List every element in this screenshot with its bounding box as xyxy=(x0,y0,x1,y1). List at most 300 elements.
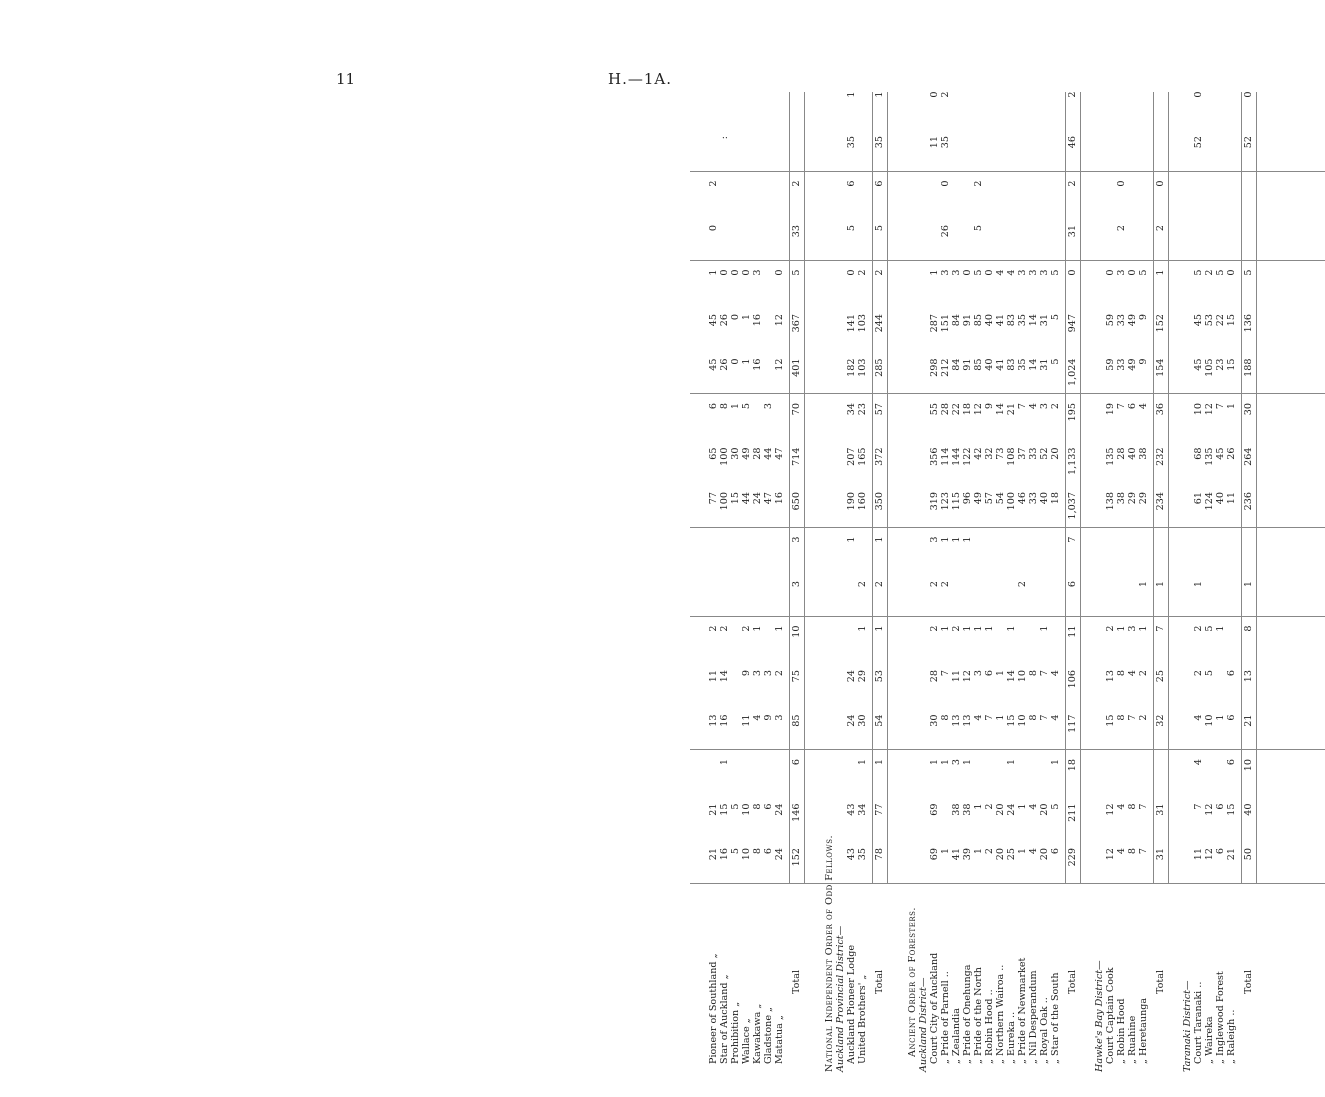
table-row-cell: 4 xyxy=(1028,803,1039,810)
table-row-cell: 6 xyxy=(1050,848,1061,855)
table-row-cell: 91 xyxy=(962,314,973,327)
table-row-cell: 15 xyxy=(1226,803,1237,816)
table-row-cell: 0 xyxy=(730,358,741,365)
table-row-cell: 6 xyxy=(1226,714,1237,721)
district-heading-label: Hawke's Bay District— xyxy=(1094,960,1105,1072)
table-row-label: United Brothers' „ xyxy=(857,974,868,1064)
total-row-cell: 1,024 xyxy=(1067,358,1078,386)
table-row-cell: 49 xyxy=(973,492,984,505)
table-row-cell: 8 xyxy=(752,803,763,810)
total-row-cell: 2 xyxy=(791,180,802,187)
table-row-cell: 0 xyxy=(1226,269,1237,276)
table-row xyxy=(1006,887,1017,1072)
table-row-cell: 1 xyxy=(1138,625,1149,632)
table-row-cell: 0 xyxy=(1127,269,1138,276)
total-row-cell: 401 xyxy=(791,358,802,377)
table-row xyxy=(1105,887,1116,1072)
table-row-label: „ Northern Wairoa .. xyxy=(995,964,1006,1064)
table-row-cell: 319 xyxy=(929,492,940,511)
table-row xyxy=(774,887,785,1072)
table-row-cell: 1 xyxy=(995,670,1006,677)
table-row-cell: 11 xyxy=(1226,492,1237,505)
table-row-cell: 26 xyxy=(1226,447,1237,460)
table-row-cell: 24 xyxy=(846,670,857,683)
table-row-cell: 2 xyxy=(1050,403,1061,410)
table-row-cell: 2 xyxy=(929,625,940,632)
table-row-cell: 1 xyxy=(1017,848,1028,855)
table-row-cell: 49 xyxy=(1127,314,1138,327)
table-row-cell: 207 xyxy=(846,447,857,466)
table-row-cell: 2 xyxy=(940,581,951,588)
total-row-cell: 232 xyxy=(1155,447,1166,466)
table-row-cell: 24 xyxy=(752,492,763,505)
table-row-cell: 13 xyxy=(1105,670,1116,683)
total-row-cell: 1,133 xyxy=(1067,447,1078,475)
table-row-cell: 1 xyxy=(730,403,741,410)
table-row-cell: 3 xyxy=(1039,269,1050,276)
total-row-cell: 1 xyxy=(874,625,885,632)
table-row-cell: 12 xyxy=(774,358,785,371)
table-row-cell: 4 xyxy=(1127,670,1138,677)
table-row-cell: 10 xyxy=(741,848,752,861)
table-row-cell: 8 xyxy=(752,848,763,855)
total-row-cell: 1 xyxy=(1155,269,1166,276)
table-row-cell: 35 xyxy=(1017,314,1028,327)
table-row-cell: 6 xyxy=(984,670,995,677)
table-row xyxy=(1193,887,1204,1072)
total-row xyxy=(1155,887,1166,1072)
table-row-cell: 16 xyxy=(719,848,730,861)
table-row-cell: 190 xyxy=(846,492,857,511)
table-row-cell: 4 xyxy=(1028,403,1039,410)
table-row-cell: 15 xyxy=(1226,358,1237,371)
table-row-cell: 40 xyxy=(1215,492,1226,505)
table-row-cell: 6 xyxy=(1127,403,1138,410)
table-row-cell: 3 xyxy=(774,714,785,721)
table-row-cell: 3 xyxy=(1028,269,1039,276)
table-row-cell: 55 xyxy=(929,403,940,416)
table-row-label: Auckland Pioneer Lodge xyxy=(846,944,857,1064)
table-row-cell: 7 xyxy=(984,714,995,721)
table-row-cell: 1 xyxy=(1138,581,1149,588)
table-row-cell: 38 xyxy=(962,803,973,816)
section-title xyxy=(824,834,835,1072)
table-row-cell: : xyxy=(719,136,730,140)
table-row-cell: 45 xyxy=(1193,314,1204,327)
table-row-label: „ Robin Hood xyxy=(1116,998,1127,1064)
table-row-cell: 1 xyxy=(1006,625,1017,632)
table-row-cell: 3 xyxy=(763,670,774,677)
table-row-cell: 123 xyxy=(940,492,951,511)
total-row-cell: 244 xyxy=(874,314,885,333)
total-row-cell: 2 xyxy=(1155,225,1166,232)
table-row-cell: 1 xyxy=(940,759,951,766)
table-row-cell: 21 xyxy=(1006,403,1017,416)
table-row-cell: 1 xyxy=(719,759,730,766)
table-row-cell: 45 xyxy=(1193,358,1204,371)
table-row-cell: 37 xyxy=(1017,447,1028,460)
table-row-cell: 33 xyxy=(1028,492,1039,505)
table-row-cell: 30 xyxy=(929,714,940,727)
table-row-cell: 35 xyxy=(846,136,857,149)
row-rule xyxy=(887,92,888,884)
table-row-cell: 2 xyxy=(1138,670,1149,677)
total-row-cell: 264 xyxy=(1243,447,1254,466)
table-row-cell: 5 xyxy=(1193,269,1204,276)
table-row-cell: 0 xyxy=(774,269,785,276)
table-row-cell: 3 xyxy=(752,269,763,276)
table-row-cell: 4 xyxy=(1006,269,1017,276)
table-row-cell: 18 xyxy=(1050,492,1061,505)
table-row-cell: 1 xyxy=(741,358,752,365)
table-row-cell: 144 xyxy=(951,447,962,466)
table-row xyxy=(962,887,973,1072)
table-row-cell: 1 xyxy=(929,269,940,276)
table-row-cell: 16 xyxy=(752,358,763,371)
total-row-cell: 3 xyxy=(791,536,802,543)
total-row-cell: 13 xyxy=(1243,670,1254,683)
table-row-cell: 26 xyxy=(719,314,730,327)
table-row-cell: 2 xyxy=(719,625,730,632)
table-row-cell: 84 xyxy=(951,358,962,371)
table-row-cell: 12 xyxy=(1105,848,1116,861)
table-row-cell: 96 xyxy=(962,492,973,505)
table-row-label: „ Star of the South xyxy=(1050,972,1061,1064)
page-number: 11 xyxy=(336,70,356,88)
total-row-cell: 195 xyxy=(1067,403,1078,422)
table-row-cell: 8 xyxy=(1028,714,1039,721)
row-rule xyxy=(1241,92,1242,884)
table-row-cell: 6 xyxy=(846,180,857,187)
table-row-cell: 1 xyxy=(1193,581,1204,588)
table-row-cell: 22 xyxy=(1215,314,1226,327)
table-row-cell: 1 xyxy=(774,625,785,632)
table-row-label: Matatua „ xyxy=(774,1015,785,1064)
district-heading-label: Auckland Provincial District— xyxy=(835,925,846,1072)
table-row-cell: 11 xyxy=(929,136,940,149)
table-row-cell: 24 xyxy=(774,848,785,861)
total-row-cell: 85 xyxy=(791,714,802,727)
table-row-cell: 12 xyxy=(973,403,984,416)
table-row-cell: 20 xyxy=(995,803,1006,816)
table-row-cell: 3 xyxy=(1127,625,1138,632)
column-rule xyxy=(690,883,1325,884)
table-row-cell: 103 xyxy=(857,314,868,333)
table-row-cell: 12 xyxy=(962,670,973,683)
total-row-cell: 33 xyxy=(791,225,802,238)
table-row-cell: 10 xyxy=(1193,403,1204,416)
table-row-cell: 30 xyxy=(730,447,741,460)
total-row-cell: 18 xyxy=(1067,759,1078,772)
row-rule xyxy=(872,92,873,884)
table-row-cell: 31 xyxy=(1039,358,1050,371)
total-row-cell: 2 xyxy=(874,269,885,276)
table-row-cell: 2 xyxy=(973,180,984,187)
table-row-label: „ Eureka .. xyxy=(1006,1011,1017,1064)
table-row-cell: 7 xyxy=(1138,803,1149,810)
table-row-cell: 122 xyxy=(962,447,973,466)
table-row-cell: 1 xyxy=(973,625,984,632)
rotated-table xyxy=(690,92,1325,1072)
table-row xyxy=(719,887,730,1072)
table-row-cell: 40 xyxy=(984,314,995,327)
table-row-cell: 356 xyxy=(929,447,940,466)
table-row-cell: 38 xyxy=(1138,447,1149,460)
table-row-cell: 49 xyxy=(1127,358,1138,371)
table-row-cell: 11 xyxy=(708,670,719,683)
table-row-cell: 13 xyxy=(708,714,719,727)
table-row-cell: 14 xyxy=(1028,314,1039,327)
table-row-cell: 83 xyxy=(1006,358,1017,371)
total-row-cell: 367 xyxy=(791,314,802,333)
table-row-cell: 20 xyxy=(1039,803,1050,816)
column-rule xyxy=(690,616,1325,617)
table-row-cell: 5 xyxy=(1050,269,1061,276)
table-row-cell: 20 xyxy=(1050,447,1061,460)
table-row-cell: 11 xyxy=(1193,848,1204,861)
table-row-cell: 2 xyxy=(940,91,951,98)
total-row-cell: 1 xyxy=(874,759,885,766)
table-row-cell: 138 xyxy=(1105,492,1116,511)
total-row-label: Total xyxy=(791,969,802,995)
table-row-cell: 6 xyxy=(708,403,719,410)
table-row-cell: 15 xyxy=(1226,314,1237,327)
table-row-cell: 3 xyxy=(752,670,763,677)
table-row-cell: 69 xyxy=(929,848,940,861)
total-row-cell: 6 xyxy=(791,759,802,766)
table-row-cell: 1 xyxy=(1050,759,1061,766)
total-row-cell: 2 xyxy=(1067,91,1078,98)
table-row-cell: 212 xyxy=(940,358,951,377)
table-row-cell: 1 xyxy=(1226,403,1237,410)
total-row-cell: 1 xyxy=(874,91,885,98)
table-row-cell: 73 xyxy=(995,447,1006,460)
table-row-cell: 6 xyxy=(1226,759,1237,766)
document-reference: H.—1A. xyxy=(608,70,672,88)
total-row-cell: 21 xyxy=(1243,714,1254,727)
table-row-cell: 14 xyxy=(995,403,1006,416)
total-row-cell: 31 xyxy=(1067,225,1078,238)
table-row-cell: 182 xyxy=(846,358,857,377)
table-row-cell: 135 xyxy=(1204,447,1215,466)
table-row-cell: 6 xyxy=(763,803,774,810)
table-row-cell: 4 xyxy=(1116,803,1127,810)
table-row-cell: 5 xyxy=(730,848,741,855)
table-row xyxy=(857,887,868,1072)
column-rule xyxy=(690,394,1325,395)
table-row-label: „ Heretaunga xyxy=(1138,997,1149,1064)
total-row xyxy=(1243,887,1254,1072)
table-row-cell: 40 xyxy=(984,358,995,371)
table-row-cell: 5 xyxy=(741,403,752,410)
table-row-cell: 1 xyxy=(973,803,984,810)
table-row xyxy=(951,887,962,1072)
table-row-label: Pioneer of Southland „ xyxy=(708,953,719,1064)
table-row-cell: 45 xyxy=(1215,447,1226,460)
table-row-cell: 23 xyxy=(1215,358,1226,371)
table-row-cell: 100 xyxy=(719,447,730,466)
table-row-cell: 34 xyxy=(846,403,857,416)
table-row-cell: 108 xyxy=(1006,447,1017,466)
table-row-cell: 16 xyxy=(752,314,763,327)
column-rule xyxy=(690,527,1325,528)
total-row-cell: 11 xyxy=(1067,625,1078,638)
table-row-cell: 4 xyxy=(1028,848,1039,855)
table-row xyxy=(741,887,752,1072)
table-row-cell: 1 xyxy=(929,759,940,766)
table-row-cell: 68 xyxy=(1193,447,1204,460)
table-row-label: Court City of Auckland xyxy=(929,952,940,1064)
table-row-cell: 5 xyxy=(1050,803,1061,810)
table-row-cell: 31 xyxy=(1039,314,1050,327)
table-row-label: Wallace „ xyxy=(741,1018,752,1064)
table-row-cell: 151 xyxy=(940,314,951,333)
table-row-cell: 13 xyxy=(962,714,973,727)
table-row-cell: 3 xyxy=(929,536,940,543)
table-row-cell: 2 xyxy=(1193,625,1204,632)
table-row xyxy=(1050,887,1061,1072)
table-row-cell: 124 xyxy=(1204,492,1215,511)
table-row-cell: 13 xyxy=(951,714,962,727)
table-row-label: „ Ruahine xyxy=(1127,1015,1138,1064)
total-row-cell: 211 xyxy=(1067,803,1078,822)
table-row-cell: 5 xyxy=(1204,670,1215,677)
total-row-cell: 152 xyxy=(1155,314,1166,333)
table-row-cell: 12 xyxy=(1204,848,1215,861)
table-row-cell: 0 xyxy=(940,180,951,187)
district-heading-label: Auckland District— xyxy=(918,977,929,1072)
district-heading xyxy=(1182,887,1193,1072)
table-row-cell: 15 xyxy=(719,803,730,816)
table-row-cell: 0 xyxy=(741,269,752,276)
table-row-cell: 34 xyxy=(857,803,868,816)
table-row-label: Prohibition „ xyxy=(730,1001,741,1064)
table-row-cell: 22 xyxy=(951,403,962,416)
table-row-cell: 61 xyxy=(1193,492,1204,505)
row-rule xyxy=(1080,92,1081,884)
table-row-cell: 35 xyxy=(940,136,951,149)
row-rule xyxy=(1153,92,1154,884)
table-row-label: Kawakawa „ xyxy=(752,1003,763,1064)
table-row-cell: 21 xyxy=(1226,848,1237,861)
table-row-cell: 7 xyxy=(940,670,951,677)
table-row xyxy=(708,887,719,1072)
table-row-cell: 3 xyxy=(973,670,984,677)
table-row-cell: 5 xyxy=(730,803,741,810)
table-row xyxy=(984,887,995,1072)
total-row xyxy=(874,887,885,1072)
total-row-cell: 40 xyxy=(1243,803,1254,816)
table-row-cell: 15 xyxy=(1105,714,1116,727)
district-heading xyxy=(918,887,929,1072)
table-row-cell: 15 xyxy=(730,492,741,505)
table-row-cell: 100 xyxy=(719,492,730,511)
table-row-cell: 4 xyxy=(1116,848,1127,855)
table-row-cell: 0 xyxy=(1116,180,1127,187)
table-row-cell: 33 xyxy=(1028,447,1039,460)
total-row-cell: 0 xyxy=(1243,91,1254,98)
table-row-cell: 0 xyxy=(1193,91,1204,98)
table-row xyxy=(1138,887,1149,1072)
total-row-cell: 106 xyxy=(1067,670,1078,689)
table-row-cell: 1 xyxy=(1215,625,1226,632)
table-row-cell: 135 xyxy=(1105,447,1116,466)
total-row xyxy=(791,887,802,1072)
total-row-cell: 8 xyxy=(1243,625,1254,632)
total-row-cell: 52 xyxy=(1243,136,1254,149)
table-row-cell: 2 xyxy=(929,581,940,588)
column-rule xyxy=(690,171,1325,172)
total-row-cell: 1 xyxy=(1243,581,1254,588)
table-row-cell: 57 xyxy=(984,492,995,505)
table-row xyxy=(973,887,984,1072)
table-row-cell: 33 xyxy=(1116,314,1127,327)
table-row-cell: 2 xyxy=(1193,670,1204,677)
table-row xyxy=(1204,887,1215,1072)
table-row-cell: 7 xyxy=(1039,670,1050,677)
table-row-cell: 28 xyxy=(752,447,763,460)
district-heading xyxy=(835,887,846,1072)
table-row-label: „ Royal Oak .. xyxy=(1039,997,1050,1064)
table-row-cell: 100 xyxy=(1006,492,1017,511)
total-row-cell: 25 xyxy=(1155,670,1166,683)
total-row-cell: 50 xyxy=(1243,848,1254,861)
section-title-label: Ancient Order of Foresters. xyxy=(907,907,918,1057)
table-row-label: „ Pride of Parnell .. xyxy=(940,971,951,1064)
table-row-cell: 1 xyxy=(973,848,984,855)
total-row-cell: 7 xyxy=(1155,625,1166,632)
table-row-cell: 0 xyxy=(1105,269,1116,276)
table-row-cell: 2 xyxy=(984,803,995,810)
table-row-cell: 28 xyxy=(1116,447,1127,460)
table-row-cell: 0 xyxy=(929,91,940,98)
table-row-cell: 3 xyxy=(951,269,962,276)
table-row-cell: 1 xyxy=(984,625,995,632)
table-row-label: Court Captain Cook xyxy=(1105,967,1116,1064)
table-row-cell: 52 xyxy=(1193,136,1204,149)
table-row-cell: 2 xyxy=(1204,269,1215,276)
total-row-cell: 3 xyxy=(791,581,802,588)
total-row-cell: 0 xyxy=(1155,180,1166,187)
total-row-cell: 46 xyxy=(1067,136,1078,149)
table-row-cell: 1 xyxy=(1039,625,1050,632)
table-row-cell: 1 xyxy=(995,714,1006,721)
table-row-label: „ Pride of Newmarket xyxy=(1017,957,1028,1064)
row-rule xyxy=(1168,92,1169,884)
table-row-cell: 7 xyxy=(1039,714,1050,721)
table-row xyxy=(929,887,940,1072)
table-row-cell: 14 xyxy=(1028,358,1039,371)
table-row xyxy=(995,887,1006,1072)
table-row-cell: 0 xyxy=(984,269,995,276)
table-row xyxy=(940,887,951,1072)
table-row-cell: 19 xyxy=(1105,403,1116,416)
table-row-cell: 1 xyxy=(1116,625,1127,632)
total-row-cell: 30 xyxy=(1243,403,1254,416)
table-row-cell: 10 xyxy=(741,803,752,816)
table-row-cell: 11 xyxy=(951,670,962,683)
total-row-label: Total xyxy=(1243,969,1254,995)
table-row-cell: 2 xyxy=(1105,625,1116,632)
table-row-cell: 12 xyxy=(1204,803,1215,816)
table-row-cell: 11 xyxy=(741,714,752,727)
table-row-cell: 2 xyxy=(857,269,868,276)
table-row-cell: 8 xyxy=(1116,670,1127,677)
table-row-cell: 8 xyxy=(1028,670,1039,677)
district-heading xyxy=(1094,887,1105,1072)
table-row-cell: 0 xyxy=(708,225,719,232)
table-row-cell: 25 xyxy=(1006,848,1017,861)
